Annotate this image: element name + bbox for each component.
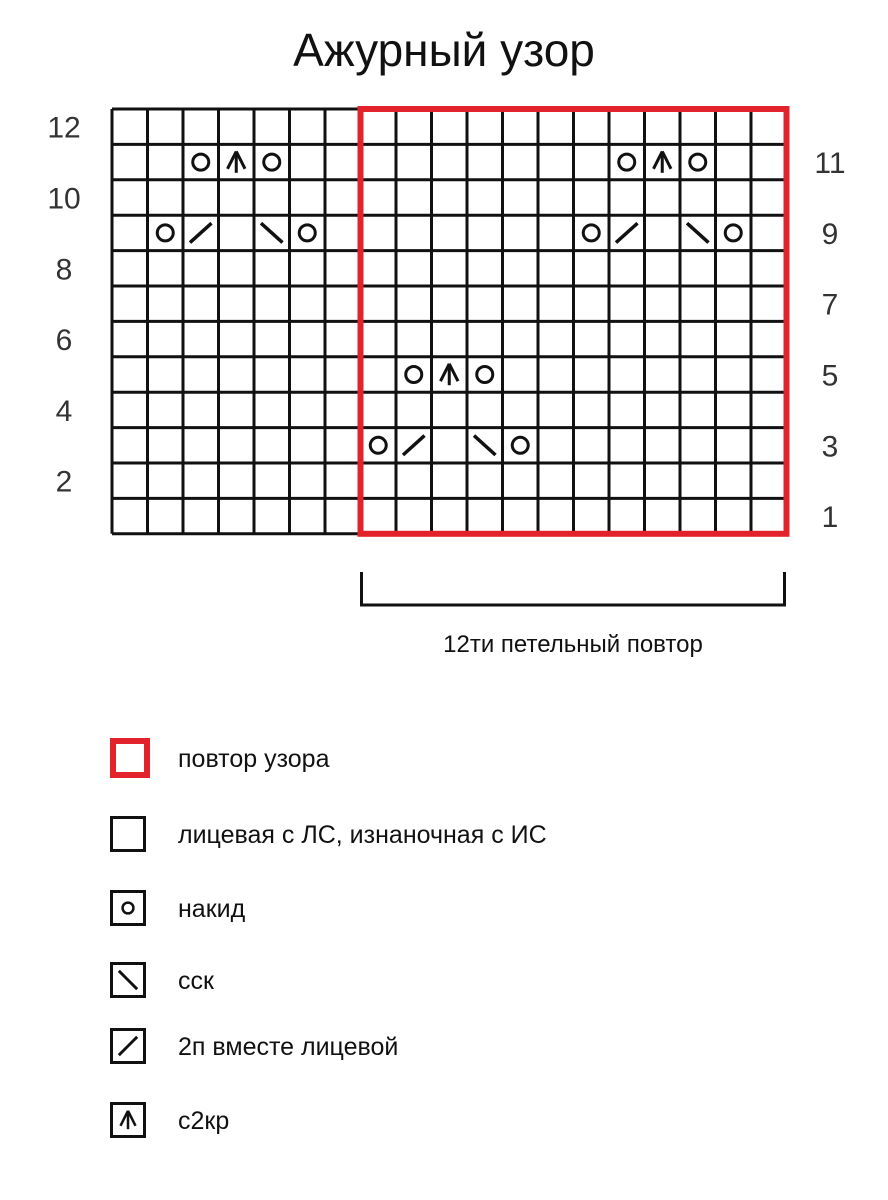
legend-item-ssk [110, 962, 710, 1002]
k2tog-icon [616, 223, 638, 242]
legend-item-k2tog [110, 1028, 710, 1068]
legend-label: повтор узора [178, 745, 330, 773]
legend-item-repeat [110, 740, 710, 780]
row-label-left: 4 [55, 394, 73, 428]
k2tog-icon [110, 1028, 146, 1064]
row-label-right: 5 [821, 359, 839, 393]
repeat-bracket [362, 572, 785, 605]
row-label-left: 2 [55, 465, 73, 499]
chart-title: Ажурный узор [293, 24, 595, 76]
yarn-over-icon [110, 890, 146, 926]
yarn-over-icon [619, 154, 635, 170]
row-label-left: 8 [55, 253, 73, 287]
k2tog-icon [403, 436, 425, 455]
repeat-caption: 12ти петельный повтор [443, 631, 703, 658]
legend-label: накид [178, 895, 246, 923]
legend-item-yarn-over [110, 890, 710, 930]
legend-item-knit [110, 816, 710, 856]
legend-item-s2kp [110, 1102, 710, 1142]
row-label-left: 10 [47, 182, 81, 216]
ssk-icon [687, 223, 709, 242]
row-label-right: 1 [821, 501, 839, 535]
row-label-right: 7 [821, 288, 839, 322]
ssk-icon [110, 962, 146, 998]
yarn-over-icon [264, 154, 280, 170]
row-label-right: 3 [821, 430, 839, 464]
s2kp-icon [441, 364, 459, 385]
pattern-repeat-icon [110, 738, 150, 778]
row-label-left: 12 [47, 111, 81, 145]
legend-label: 2п вместе лицевой [178, 1033, 399, 1061]
yarn-over-icon [299, 225, 315, 241]
yarn-over-icon [370, 437, 386, 453]
row-label-left: 6 [55, 324, 73, 358]
k2tog-icon [190, 223, 212, 242]
s2kp-icon [110, 1102, 146, 1138]
yarn-over-icon [193, 154, 209, 170]
yarn-over-icon [512, 437, 528, 453]
yarn-over-icon [477, 367, 493, 383]
legend-label: с2кр [178, 1107, 230, 1135]
row-label-right: 11 [814, 147, 846, 181]
s2kp-icon [228, 151, 246, 172]
yarn-over-icon [690, 154, 706, 170]
yarn-over-icon [725, 225, 741, 241]
empty-square-icon [110, 816, 146, 852]
legend-label: лицевая с ЛС, изнаночная с ИС [178, 821, 547, 849]
legend-label: сск [178, 967, 214, 995]
ssk-icon [474, 436, 496, 455]
yarn-over-icon [583, 225, 599, 241]
yarn-over-icon [157, 225, 173, 241]
s2kp-icon [654, 151, 672, 172]
yarn-over-icon [406, 367, 422, 383]
ssk-icon [261, 223, 283, 242]
row-label-right: 9 [821, 217, 839, 251]
